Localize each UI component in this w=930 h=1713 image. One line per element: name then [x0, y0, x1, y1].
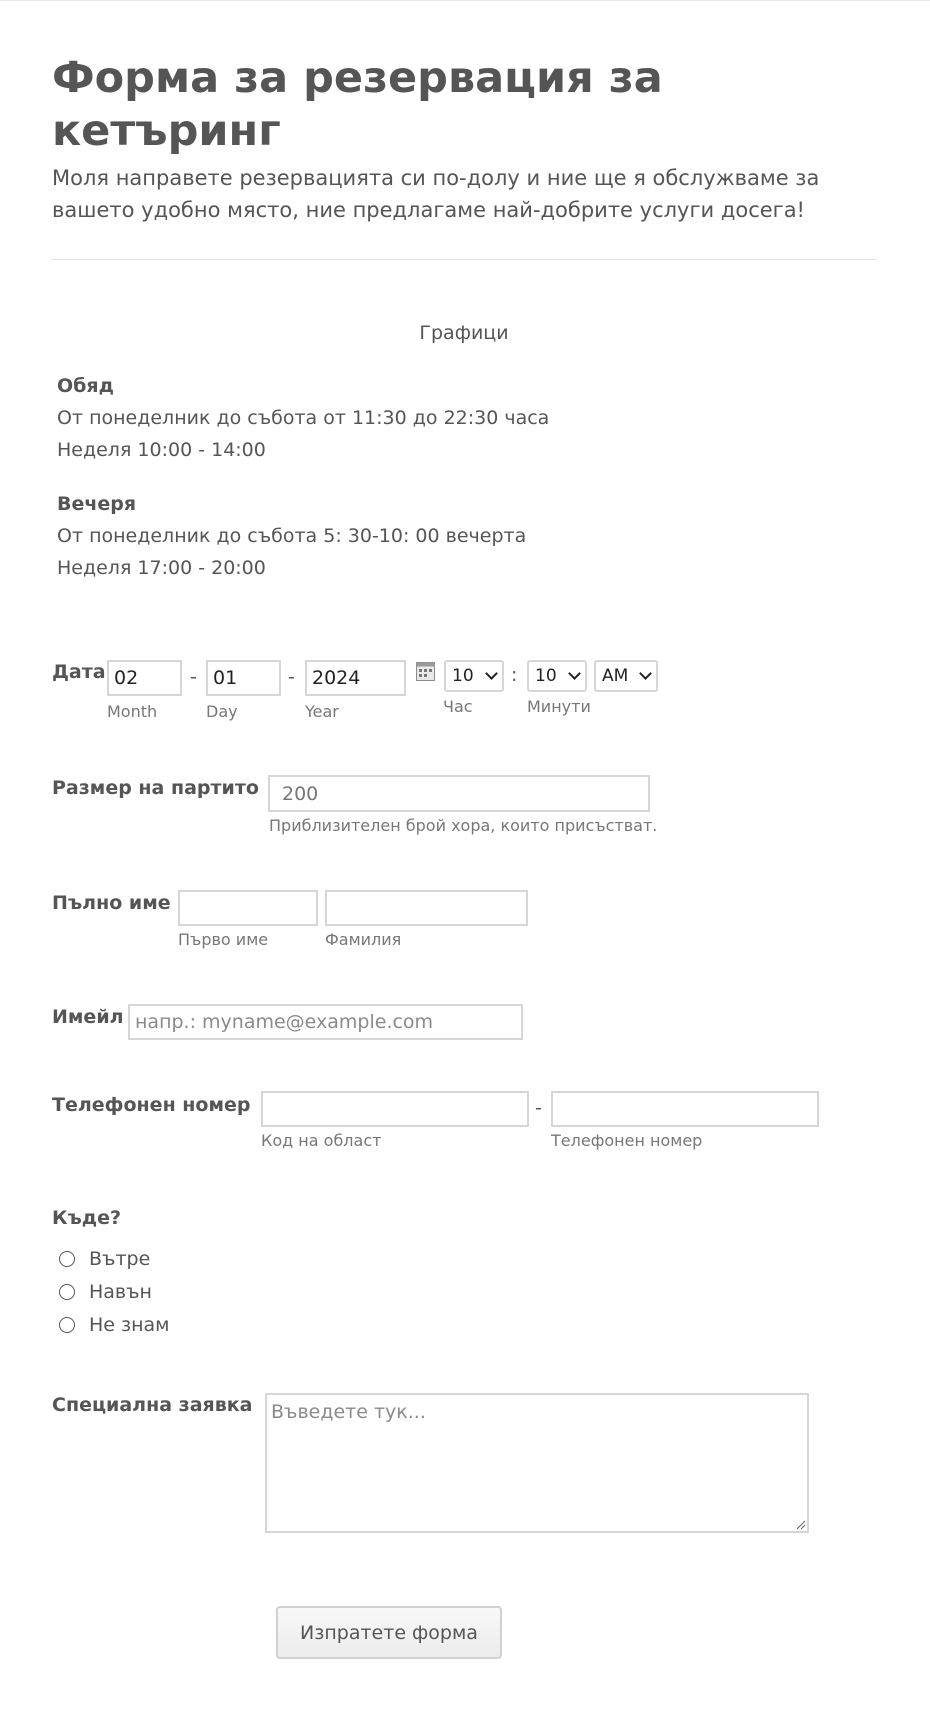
- chevron-down-icon: [568, 667, 581, 680]
- email-label: Имейл: [52, 1006, 124, 1028]
- year-sublabel: Year: [305, 702, 339, 721]
- minute-select[interactable]: [527, 660, 587, 692]
- dinner-weekdays: От понеделник до събота 5: 30-10: 00 вечерта: [57, 525, 527, 547]
- month-input[interactable]: [107, 660, 182, 696]
- time-separator: :: [511, 664, 518, 686]
- first-name-sublabel: Първо име: [178, 930, 269, 949]
- party-size-hint: Приблизителен брой хора, които присъстват.: [269, 816, 658, 835]
- header-divider: [52, 259, 876, 260]
- lunch-sunday: Неделя 10:00 - 14:00: [57, 439, 266, 461]
- date-label: Дата: [52, 661, 106, 683]
- schedule-heading: Графици: [419, 322, 509, 344]
- minute-value: 10: [535, 666, 557, 686]
- hour-value: 10: [452, 666, 474, 686]
- ampm-value: AM: [602, 666, 629, 686]
- chevron-down-icon: [639, 667, 652, 680]
- page-title: Форма за резервация за кетъринг: [52, 53, 663, 156]
- radio-circle[interactable]: [59, 1284, 75, 1300]
- month-sublabel: Month: [107, 702, 158, 721]
- email-input[interactable]: [128, 1004, 523, 1040]
- page-subtitle: Моля направете резервацията си по-долу и ние ще я обслужваме за вашето удобно място, ние предлагаме най-добрите услуги досега!: [52, 166, 820, 222]
- hour-sublabel: Час: [443, 697, 473, 716]
- year-input[interactable]: [305, 660, 406, 696]
- submit-button[interactable]: Изпратете форма: [276, 1606, 502, 1659]
- party-size-input[interactable]: [268, 775, 650, 812]
- party-size-label: Размер на партито: [52, 777, 259, 799]
- first-name-input[interactable]: [178, 890, 318, 926]
- radio-circle[interactable]: [59, 1251, 75, 1267]
- area-code-sublabel: Код на област: [261, 1131, 382, 1150]
- dinner-title: Вечеря: [57, 493, 137, 515]
- hour-select[interactable]: [444, 660, 504, 692]
- radio-option-unknown[interactable]: [59, 1308, 170, 1341]
- ampm-select[interactable]: [594, 660, 658, 692]
- radio-label: Навън: [89, 1280, 152, 1303]
- radio-option-inside[interactable]: [59, 1242, 170, 1275]
- dinner-sunday: Неделя 17:00 - 20:00: [57, 557, 266, 579]
- day-input[interactable]: [206, 660, 281, 696]
- calendar-icon[interactable]: [416, 662, 435, 681]
- location-options: [59, 1242, 170, 1341]
- schedule-dinner: [57, 488, 526, 584]
- phone-label: Телефонен номер: [52, 1094, 251, 1116]
- location-label: Къде?: [52, 1207, 122, 1229]
- chevron-down-icon: [485, 667, 498, 680]
- phone-number-input[interactable]: [551, 1091, 819, 1127]
- radio-label: Вътре: [89, 1247, 151, 1270]
- top-border: [0, 0, 930, 1]
- date-separator: -: [288, 666, 295, 688]
- full-name-label: Пълно име: [52, 892, 171, 914]
- phone-number-sublabel: Телефонен номер: [551, 1131, 703, 1150]
- radio-label: Не знам: [89, 1313, 170, 1336]
- phone-separator: -: [535, 1097, 542, 1119]
- schedule-lunch: [57, 370, 549, 466]
- special-request-textarea[interactable]: [265, 1393, 809, 1533]
- lunch-weekdays: От понеделник до събота от 11:30 до 22:30 часа: [57, 407, 550, 429]
- radio-option-outside[interactable]: [59, 1275, 170, 1308]
- date-separator: -: [190, 666, 197, 688]
- minute-sublabel: Минути: [527, 697, 591, 716]
- lunch-title: Обяд: [57, 375, 114, 397]
- last-name-input[interactable]: [325, 890, 528, 926]
- radio-circle[interactable]: [59, 1317, 75, 1333]
- area-code-input[interactable]: [261, 1091, 529, 1127]
- special-request-label: Специална заявка: [52, 1394, 253, 1416]
- day-sublabel: Day: [206, 702, 238, 721]
- last-name-sublabel: Фамилия: [325, 930, 402, 949]
- resize-handle-icon[interactable]: [796, 1520, 806, 1530]
